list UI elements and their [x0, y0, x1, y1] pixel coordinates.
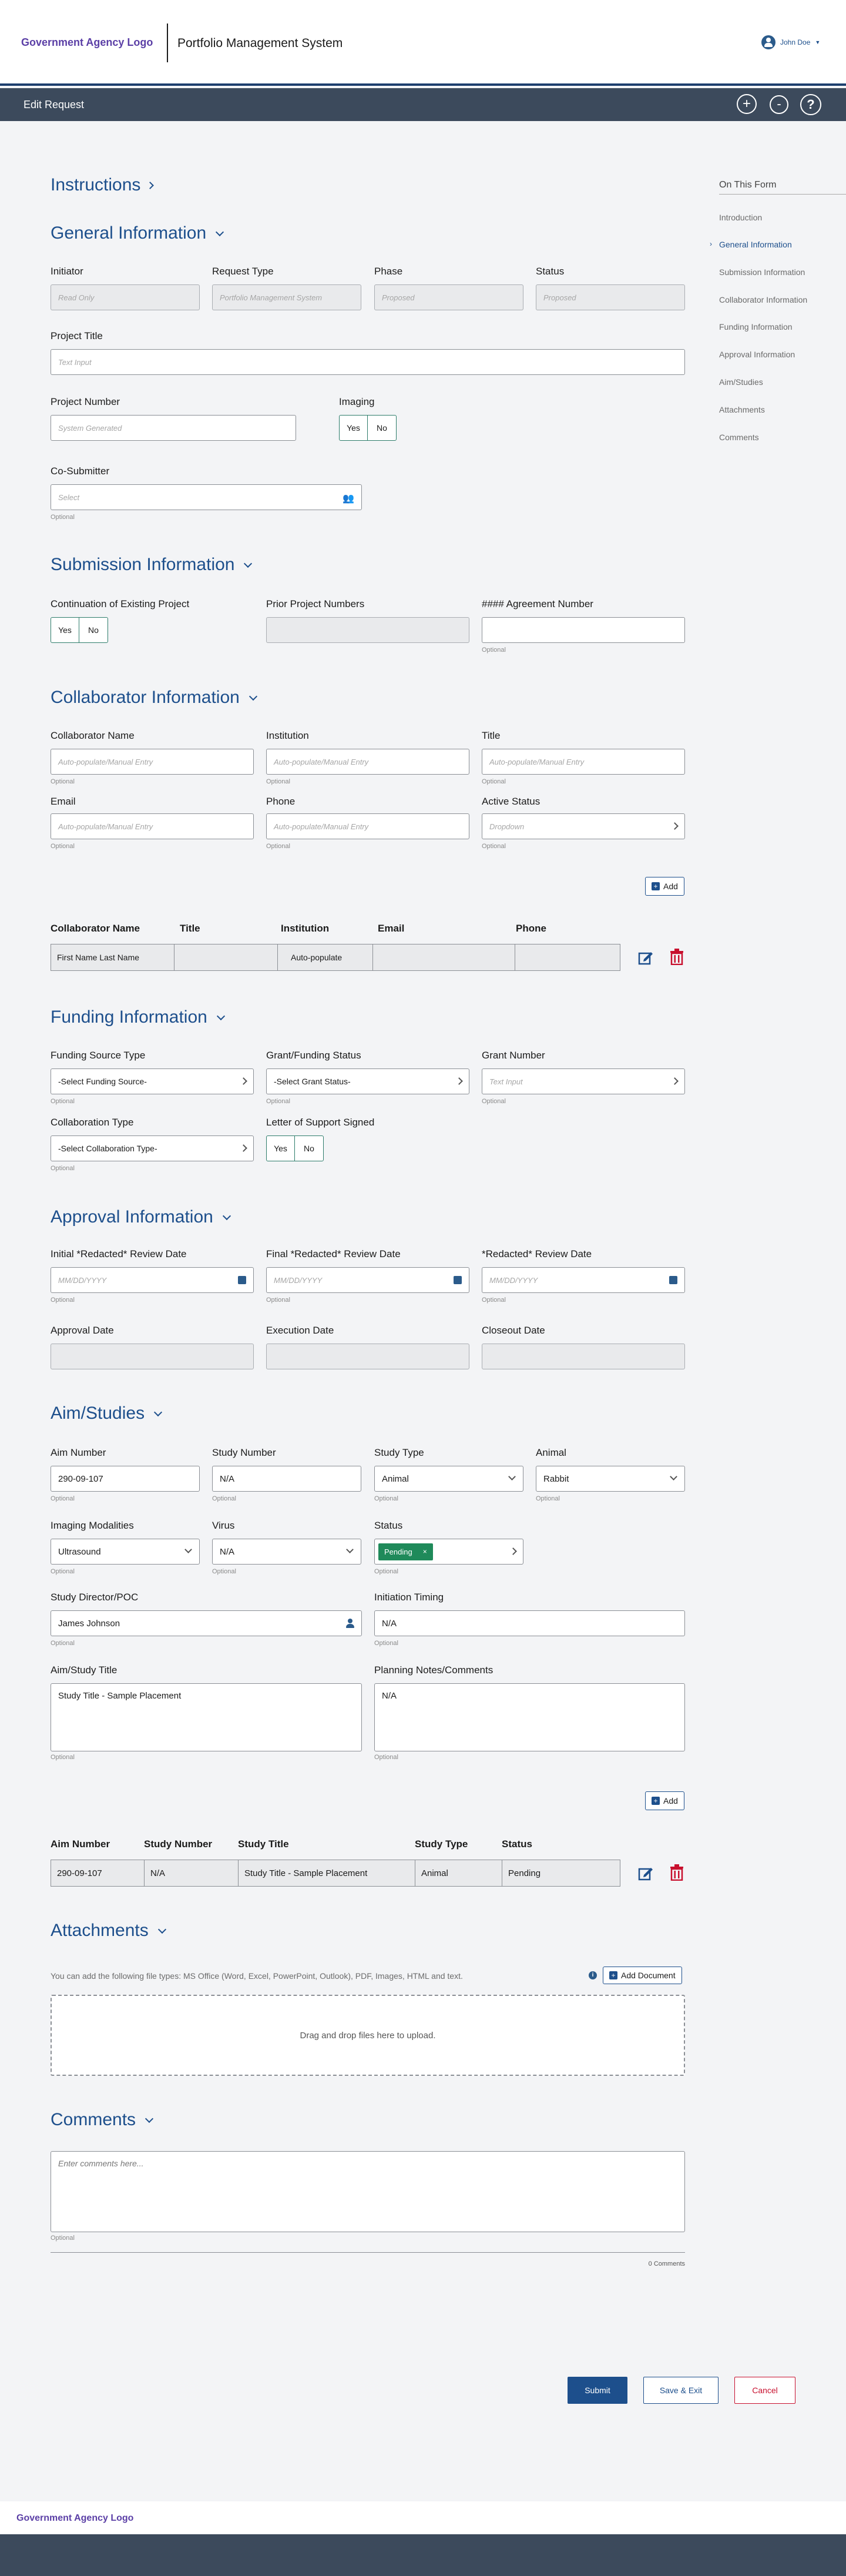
optional-text: Optional: [51, 1640, 75, 1647]
toc-item-submission[interactable]: Submission Information: [719, 267, 805, 277]
cosubmitter-placeholder: Select: [58, 493, 80, 502]
optional-text: Optional: [266, 1098, 290, 1105]
collab-type-value: -Select Collaboration Type-: [58, 1144, 157, 1153]
timing-label: Initiation Timing: [374, 1592, 444, 1603]
people-icon: 👥: [343, 494, 354, 504]
execution-date-field: [266, 1344, 469, 1369]
edit-icon[interactable]: [638, 1865, 653, 1881]
final-review-date[interactable]: [266, 1267, 469, 1293]
info-icon[interactable]: i: [589, 1971, 597, 1979]
aim-col-status: Status: [502, 1838, 532, 1850]
grant-number-placeholder: Text Input: [489, 1077, 523, 1086]
study-number-label: Study Number: [212, 1447, 276, 1458]
collab-institution-input[interactable]: Auto-populate/Manual Entry: [266, 749, 469, 775]
optional-text: Optional: [51, 1568, 75, 1575]
final-review-label: Final *Redacted* Review Date: [266, 1248, 401, 1259]
cosubmitter-optional: Optional: [51, 514, 75, 521]
study-type-label: Study Type: [374, 1447, 424, 1458]
dropzone-text: Drag and drop files here to upload.: [300, 2030, 436, 2041]
optional-text: Optional: [51, 1495, 75, 1502]
help-icon[interactable]: ?: [800, 94, 821, 115]
optional-text: Optional: [482, 1098, 506, 1105]
close-icon[interactable]: ×: [422, 1547, 427, 1556]
table-cell: Auto-populate: [278, 944, 373, 970]
general-label: General Information: [51, 223, 207, 243]
table-cell: Pending: [508, 1868, 541, 1878]
calendar-icon[interactable]: [238, 1276, 246, 1284]
optional-text: Optional: [374, 1495, 398, 1502]
request-type-field: Portfolio Management System: [212, 284, 361, 310]
optional-text: Optional: [482, 1297, 506, 1304]
agency-logo[interactable]: Government Agency Logo: [21, 36, 153, 48]
aim-label: Aim/Studies: [51, 1403, 145, 1423]
initial-review-label: Initial *Redacted* Review Date: [51, 1248, 187, 1259]
add-icon[interactable]: +: [737, 94, 757, 114]
approval-date-label: Approval Date: [51, 1325, 114, 1336]
add-collaborator-button[interactable]: [645, 877, 684, 896]
optional-text: Optional: [212, 1568, 236, 1575]
collab-type-select[interactable]: [51, 1135, 254, 1161]
submission-label: Submission Information: [51, 555, 235, 574]
collab-email-input[interactable]: Auto-populate/Manual Entry: [51, 813, 254, 839]
optional-text: Optional: [374, 1640, 398, 1647]
submission-heading[interactable]: [51, 555, 251, 575]
optional-text: Optional: [212, 1495, 236, 1502]
chevron-down-icon: [184, 1546, 192, 1553]
table-cell: Animal: [415, 1860, 502, 1886]
optional-text: Optional: [266, 843, 290, 850]
approval-label: Approval Information: [51, 1207, 213, 1227]
table-row: [51, 944, 620, 971]
modalities-value: Ultrasound: [58, 1546, 101, 1557]
collab-email-label: Email: [51, 796, 76, 807]
table-cell: First Name Last Name: [51, 944, 174, 970]
chevron-right-icon: [671, 822, 679, 830]
table-cell: [174, 944, 278, 970]
imaging-toggle[interactable]: [339, 415, 397, 441]
submit-label: Submit: [585, 2386, 610, 2395]
request-type-label: Request Type: [212, 266, 274, 277]
add-document-label: Add Document: [621, 1971, 676, 1980]
animal-value: Rabbit: [543, 1473, 569, 1484]
plus-icon: +: [609, 1971, 617, 1979]
aim-heading[interactable]: [51, 1403, 161, 1423]
chevron-down-icon: [249, 692, 257, 701]
toc-item-introduction[interactable]: Introduction: [719, 213, 763, 222]
study-type-value: Animal: [382, 1473, 409, 1484]
collab-col-title: Title: [180, 923, 200, 934]
instructions-label: Instructions: [51, 175, 141, 195]
general-heading[interactable]: [51, 223, 223, 243]
chevron-down-icon: [217, 1012, 225, 1020]
aim-col-study-number: Study Number: [144, 1838, 213, 1850]
redacted-review-label: *Redacted* Review Date: [482, 1248, 592, 1259]
optional-text: Optional: [482, 778, 506, 785]
collab-name-label: Collaborator Name: [51, 730, 135, 741]
system-title: Portfolio Management System: [177, 36, 343, 50]
toc-underline: [719, 194, 846, 195]
aim-status-label: Status: [374, 1520, 403, 1531]
prior-numbers-field: [266, 617, 469, 643]
table-cell: [515, 944, 620, 970]
initiator-field: Read Only: [51, 284, 200, 310]
delete-icon[interactable]: [670, 1864, 684, 1881]
table-cell: N/A: [145, 1860, 239, 1886]
approval-heading[interactable]: [51, 1207, 230, 1227]
submit-button[interactable]: [568, 2377, 627, 2404]
date-placeholder: MM/DD/YYYY: [489, 1275, 538, 1285]
phase-field: Proposed: [374, 284, 523, 310]
optional-text: Optional: [51, 778, 75, 785]
edit-icon[interactable]: [638, 950, 653, 965]
collab-col-phone: Phone: [516, 923, 546, 934]
minus-icon[interactable]: -: [770, 95, 788, 114]
aim-col-type: Study Type: [415, 1838, 468, 1850]
chevron-down-icon: [244, 560, 252, 568]
prior-label: Prior Project Numbers: [266, 598, 365, 609]
person-icon: [346, 1619, 354, 1628]
site-header: [0, 0, 846, 86]
optional-text: Optional: [374, 1754, 398, 1761]
save-exit-button[interactable]: [643, 2377, 719, 2404]
letter-label: Letter of Support Signed: [266, 1117, 375, 1128]
aim-col-title: Study Title: [238, 1838, 289, 1850]
user-name: John Doe: [780, 38, 811, 46]
closeout-date-label: Closeout Date: [482, 1325, 545, 1336]
toc-item-comments[interactable]: Comments: [719, 433, 759, 442]
chevron-right-icon: [509, 1547, 517, 1555]
grant-status-select[interactable]: [266, 1068, 469, 1094]
add-label: Add: [663, 882, 678, 891]
optional-text: Optional: [51, 2235, 75, 2242]
grant-status-value: -Select Grant Status-: [274, 1077, 351, 1086]
cancel-button[interactable]: [734, 2377, 795, 2404]
chevron-down-icon: [154, 1408, 162, 1416]
instructions-heading[interactable]: [51, 175, 153, 195]
agreement-label: #### Agreement Number: [482, 598, 593, 609]
closeout-date-field: [482, 1344, 685, 1369]
chevron-down-icon: [508, 1473, 516, 1480]
funding-source-value: -Select Funding Source-: [58, 1077, 147, 1086]
letter-toggle[interactable]: [266, 1135, 324, 1161]
imaging-no-button[interactable]: No: [377, 423, 387, 433]
toc-item-approval[interactable]: Approval Information: [719, 350, 795, 359]
optional-text: Optional: [51, 1297, 75, 1304]
collaborator-heading[interactable]: [51, 688, 256, 708]
footer-logo[interactable]: Government Agency Logo: [16, 2513, 134, 2523]
toc-current-chevron-icon: ›: [710, 240, 712, 248]
project-number-input[interactable]: System Generated: [51, 415, 296, 441]
collab-col-institution: Institution: [281, 923, 330, 934]
optional-text: Optional: [266, 778, 290, 785]
table-cell: Study Title - Sample Placement: [239, 1860, 415, 1886]
grant-status-label: Grant/Funding Status: [266, 1050, 361, 1061]
aim-number-input[interactable]: 290-09-107: [51, 1466, 200, 1492]
dropzone[interactable]: [51, 1995, 685, 2076]
plus-icon: +: [652, 1797, 660, 1805]
toc-item-collaborator[interactable]: Collaborator Information: [719, 295, 808, 304]
collab-active-select[interactable]: [482, 813, 685, 839]
project-number-label: Project Number: [51, 396, 120, 407]
approval-date-field: [51, 1344, 254, 1369]
study-number-input[interactable]: N/A: [212, 1466, 361, 1492]
agreement-optional: Optional: [482, 646, 506, 654]
modalities-select[interactable]: [51, 1539, 200, 1565]
toc-item-general[interactable]: [710, 240, 792, 249]
chevron-right-icon: [455, 1077, 463, 1085]
collab-type-label: Collaboration Type: [51, 1117, 134, 1128]
collab-phone-input[interactable]: Auto-populate/Manual Entry: [266, 813, 469, 839]
notes-textarea[interactable]: N/A: [374, 1683, 685, 1751]
collaborator-label: Collaborator Information: [51, 688, 240, 707]
comments-label: Comments: [51, 2110, 136, 2129]
continuation-toggle[interactable]: [51, 617, 108, 643]
funding-heading[interactable]: [51, 1007, 224, 1027]
cancel-label: Cancel: [752, 2386, 778, 2395]
chevron-right-icon: [671, 1077, 679, 1085]
cosubmitter-label: Co-Submitter: [51, 465, 110, 477]
toc-item-label: General Information: [719, 240, 792, 249]
calendar-icon[interactable]: [669, 1276, 677, 1284]
director-input[interactable]: [51, 1610, 362, 1636]
attachments-heading[interactable]: [51, 1921, 165, 1941]
optional-text: Optional: [536, 1495, 560, 1502]
date-placeholder: MM/DD/YYYY: [58, 1275, 107, 1285]
aim-col-number: Aim Number: [51, 1838, 110, 1850]
collab-title-label: Title: [482, 730, 501, 741]
plus-icon: +: [652, 882, 660, 890]
letter-yes-button[interactable]: Yes: [267, 1136, 295, 1161]
continuation-no-button[interactable]: No: [88, 625, 99, 635]
chevron-down-icon: [216, 228, 224, 236]
aim-number-label: Aim Number: [51, 1447, 106, 1458]
execution-date-label: Execution Date: [266, 1325, 334, 1336]
add-aim-button[interactable]: [645, 1791, 684, 1810]
initiator-label: Initiator: [51, 266, 83, 277]
cosubmitter-input[interactable]: [51, 484, 362, 510]
comments-heading[interactable]: [51, 2110, 152, 2130]
comments-count: 0 Comments: [648, 2260, 685, 2267]
letter-no-button[interactable]: No: [304, 1144, 314, 1153]
aim-status-select[interactable]: [374, 1539, 523, 1565]
chevron-down-icon: [223, 1212, 231, 1220]
file-types-note: You can add the following file types: MS Office (Word, Excel, PowerPoint, Outlook), PDF, Images, HTML and text.: [51, 1971, 463, 1981]
status-label: Status: [536, 266, 565, 277]
toc-item-attachments[interactable]: Attachments: [719, 405, 765, 414]
chevron-down-icon: [158, 1925, 166, 1934]
agreement-input[interactable]: [482, 617, 685, 643]
toc-item-aim[interactable]: Aim/Studies: [719, 377, 763, 387]
status-chip-label: Pending: [384, 1547, 412, 1556]
footer: [0, 2501, 846, 2534]
optional-text: Optional: [51, 1165, 75, 1172]
toolbar: [0, 88, 846, 121]
user-menu[interactable]: [761, 35, 820, 49]
comments-divider: [51, 2252, 685, 2253]
collab-active-label: Active Status: [482, 796, 540, 807]
optional-text: Optional: [51, 1754, 75, 1761]
director-label: Study Director/POC: [51, 1592, 139, 1603]
continuation-label: Continuation of Existing Project: [51, 598, 190, 609]
director-value: James Johnson: [58, 1618, 120, 1629]
aim-title-label: Aim/Study Title: [51, 1664, 118, 1676]
animal-select[interactable]: [536, 1466, 685, 1492]
collab-name-input[interactable]: Auto-populate/Manual Entry: [51, 749, 254, 775]
redacted-review-date[interactable]: [482, 1267, 685, 1293]
table-cell: [373, 944, 515, 970]
status-field: Proposed: [536, 284, 685, 310]
virus-select[interactable]: [212, 1539, 361, 1565]
caret-down-icon: ▼: [815, 39, 821, 45]
funding-label: Funding Information: [51, 1007, 207, 1027]
table-row: [51, 1860, 620, 1887]
collab-title-input[interactable]: Auto-populate/Manual Entry: [482, 749, 685, 775]
chevron-right-icon: [147, 182, 155, 189]
table-cell: 290-09-107: [51, 1860, 145, 1886]
study-type-select[interactable]: [374, 1466, 523, 1492]
add-label: Add: [663, 1796, 678, 1805]
phase-label: Phase: [374, 266, 403, 277]
funding-source-label: Funding Source Type: [51, 1050, 146, 1061]
date-placeholder: MM/DD/YYYY: [274, 1275, 323, 1285]
optional-text: Optional: [51, 843, 75, 850]
virus-value: N/A: [220, 1546, 235, 1557]
project-title-label: Project Title: [51, 330, 103, 341]
comments-textarea[interactable]: Enter comments here...: [51, 2151, 685, 2232]
collab-active-placeholder: Dropdown: [489, 822, 525, 831]
collab-col-email: Email: [378, 923, 405, 934]
collab-phone-label: Phone: [266, 796, 296, 807]
chevron-down-icon: [145, 2115, 153, 2123]
grant-number-input[interactable]: [482, 1068, 685, 1094]
notes-label: Planning Notes/Comments: [374, 1664, 494, 1676]
chevron-right-icon: [240, 1144, 247, 1152]
toc-item-funding[interactable]: Funding Information: [719, 322, 793, 331]
add-document-button[interactable]: [603, 1967, 682, 1984]
animal-label: Animal: [536, 1447, 566, 1458]
optional-text: Optional: [51, 1098, 75, 1105]
grant-number-label: Grant Number: [482, 1050, 545, 1061]
user-avatar-icon: [761, 35, 776, 49]
save-exit-label: Save & Exit: [659, 2386, 703, 2395]
chevron-down-icon: [346, 1546, 354, 1553]
aim-title-textarea[interactable]: Study Title - Sample Placement: [51, 1683, 362, 1751]
virus-label: Virus: [212, 1520, 235, 1531]
project-title-input[interactable]: Text Input: [51, 349, 685, 375]
modalities-label: Imaging Modalities: [51, 1520, 134, 1531]
footer-bottom-bar: [0, 2534, 846, 2576]
delete-icon[interactable]: [670, 949, 684, 965]
chevron-down-icon: [670, 1473, 677, 1480]
continuation-yes-button[interactable]: Yes: [51, 618, 79, 642]
attachments-label: Attachments: [51, 1921, 149, 1940]
optional-text: Optional: [374, 1568, 398, 1575]
imaging-yes-button[interactable]: Yes: [340, 416, 368, 440]
initial-review-date[interactable]: [51, 1267, 254, 1293]
collab-institution-label: Institution: [266, 730, 309, 741]
imaging-label: Imaging: [339, 396, 375, 407]
header-divider: [167, 24, 168, 62]
toc-heading: On This Form: [719, 180, 777, 190]
toolbar-title: Edit Request: [24, 99, 85, 110]
collab-col-name: Collaborator Name: [51, 923, 140, 934]
optional-text: Optional: [482, 843, 506, 850]
funding-source-select[interactable]: [51, 1068, 254, 1094]
optional-text: Optional: [266, 1297, 290, 1304]
status-chip[interactable]: [378, 1543, 433, 1560]
chevron-right-icon: [240, 1077, 247, 1085]
timing-input[interactable]: N/A: [374, 1610, 685, 1636]
calendar-icon[interactable]: [454, 1276, 462, 1284]
